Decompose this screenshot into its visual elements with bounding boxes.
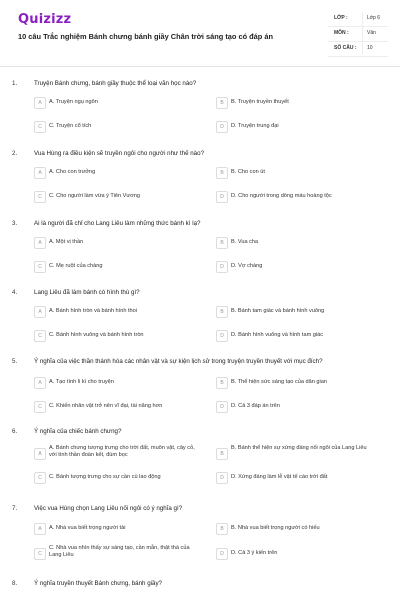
option-letter-badge: A <box>34 237 46 249</box>
option-letter-badge: A <box>34 523 46 535</box>
option-text: A. Cho con trưởng <box>49 169 96 175</box>
page-title: 10 câu Trắc nghiệm Bánh chưng bánh giầy Chân trời sáng tạo có đáp án <box>18 32 273 41</box>
option-text: D. Truyện trung đại <box>231 123 279 129</box>
option-text: B. Cho con út <box>231 169 265 175</box>
question-number: 4. <box>12 289 18 296</box>
option-text: D. Cả 3 ý kiến trên <box>231 550 278 556</box>
option-letter-badge: C <box>34 261 46 273</box>
option-text: D. Cho người trong dòng máu hoàng tộc <box>231 193 332 199</box>
question-text: Ý nghĩa truyền thuyết Bánh chưng, bánh giầy? <box>34 580 162 587</box>
meta-label: SỐ CÂU : <box>334 45 357 51</box>
option-text: C. Cho người làm vừa ý Tiên Vương <box>49 193 141 199</box>
option-text: C. Bánh hình vuông và bánh hình tròn <box>49 332 144 338</box>
question-number: 7. <box>12 505 18 512</box>
option-text: D. Vợ chàng <box>231 263 263 269</box>
option-letter-badge: C <box>34 548 46 560</box>
question-number: 2. <box>12 150 18 157</box>
option-text: A. Bánh chưng tượng trưng cho trời đất, muôn vật, cây cỏ, với tình thần đoàn kết, đùm bọc <box>49 445 195 459</box>
meta-value: Văn <box>367 30 376 36</box>
question-text: Lang Liêu đã làm bánh có hình thù gì? <box>34 289 140 296</box>
question-text: Ai là người đã chỉ cho Lang Liêu làm những thức bánh kì lạ? <box>34 220 201 227</box>
option-letter-badge: B <box>216 523 228 535</box>
option-letter-badge: D <box>216 330 228 342</box>
option-text: B. Vua cha <box>231 239 259 245</box>
option-text: C. Truyện cổ tích <box>49 123 92 129</box>
option-text: A. Nhà vua biết trọng người tài <box>49 525 126 531</box>
worksheet-header <box>0 0 400 66</box>
meta-value: 10 <box>367 45 373 51</box>
option-letter-badge: B <box>216 306 228 318</box>
option-letter-badge: C <box>34 472 46 484</box>
question-number: 5. <box>12 358 18 365</box>
question-number: 1. <box>12 80 18 87</box>
option-text: D. Xứng đáng làm lễ vật tế cáo trời đất <box>231 474 328 480</box>
option-letter-badge: D <box>216 121 228 133</box>
option-letter-badge: C <box>34 191 46 203</box>
header-divider <box>0 66 400 67</box>
option-letter-badge: D <box>216 548 228 560</box>
question-number: 6. <box>12 428 18 435</box>
option-letter-badge: C <box>34 330 46 342</box>
option-text: A. Bánh hình tròn và bánh hình thoi <box>49 308 138 314</box>
option-text: C. Bánh tượng trưng cho sự cần cù lao động <box>49 474 161 480</box>
option-text: B. Nhà vua biết trọng người có hiếu <box>231 525 320 531</box>
option-letter-badge: C <box>34 121 46 133</box>
option-text: B. Bánh tam giác và bánh hình vuông <box>231 308 325 314</box>
question-text: Vua Hùng ra điều kiện sẽ truyền ngôi cho người như thế nào? <box>34 150 205 157</box>
question-text: Truyện Bánh chưng, bánh giầy thuộc thể loại văn học nào? <box>34 80 197 87</box>
meta-row-count <box>328 42 388 57</box>
question-text: Ý nghĩa của chiếc bánh chưng? <box>34 428 122 435</box>
option-letter-badge: D <box>216 401 228 413</box>
option-letter-badge: A <box>34 448 46 460</box>
option-text: C. Mẹ ruột của chàng <box>49 263 103 269</box>
option-letter-badge: D <box>216 191 228 203</box>
option-text: C. Khiến nhân vật trở nên vĩ đại, tài năng hơn <box>49 403 163 409</box>
option-letter-badge: B <box>216 167 228 179</box>
option-text: C. Nhà vua nhìn thấy sự sáng tạo, cần mẫn, thật thà của Lang Liêu <box>49 545 190 559</box>
question-text: Ý nghĩa của việc thần thánh hóa các nhân vật và sự kiện lịch sử trong truyện truyền thuyết với mục đích? <box>34 358 323 365</box>
meta-label: MÔN : <box>334 30 349 36</box>
quizizz-logo[interactable]: Quizizz <box>18 12 72 27</box>
meta-row-subject <box>328 27 388 42</box>
meta-label: LỚP : <box>334 15 348 21</box>
option-letter-badge: D <box>216 472 228 484</box>
option-text: B. Thể hiện sức sáng tạo của dân gian <box>231 379 328 385</box>
option-letter-badge: A <box>34 377 46 389</box>
option-text: A. Tạo tính li kì cho truyện <box>49 379 114 385</box>
question-number: 8. <box>12 580 18 587</box>
option-text: A. Truyện ngụ ngôn <box>49 99 98 105</box>
option-letter-badge: B <box>216 237 228 249</box>
option-text: B. Truyện truyền thuyết <box>231 99 289 105</box>
option-letter-badge: B <box>216 448 228 460</box>
meta-row-class <box>328 12 388 27</box>
option-text: A. Một vị thần <box>49 239 84 245</box>
option-letter-badge: D <box>216 261 228 273</box>
question-number: 3. <box>12 220 18 227</box>
option-text: B. Bánh thể hiện sự xứng đáng nối ngôi của Lang Liêu <box>231 445 367 451</box>
option-text: D. Bánh hình vuông và hình tam giác <box>231 332 324 338</box>
option-letter-badge: A <box>34 97 46 109</box>
meta-table <box>328 12 388 57</box>
option-letter-badge: A <box>34 167 46 179</box>
option-letter-badge: B <box>216 97 228 109</box>
meta-value: Lớp 6 <box>367 15 381 21</box>
option-letter-badge: A <box>34 306 46 318</box>
option-letter-badge: B <box>216 377 228 389</box>
option-letter-badge: C <box>34 401 46 413</box>
question-text: Việc vua Hùng chọn Lang Liêu nối ngôi có ý nghĩa gì? <box>34 505 183 512</box>
option-text: D. Cả 3 đáp án trên <box>231 403 280 409</box>
